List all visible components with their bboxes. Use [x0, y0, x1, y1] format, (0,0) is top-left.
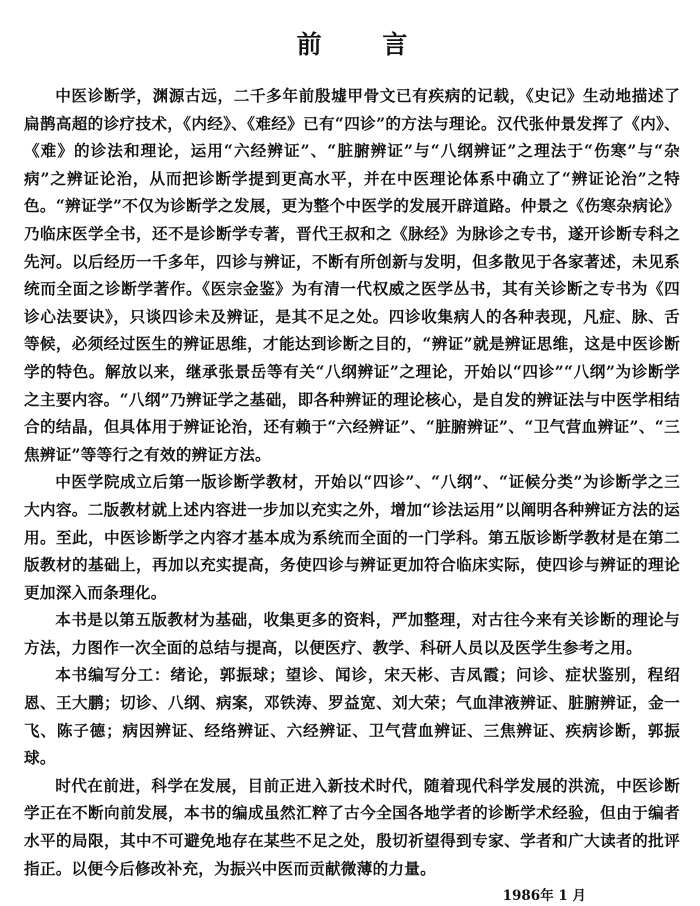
paragraph-closing: 时代在前进，科学在发展，目前正进入新技术时代，随着现代科学发展的洪流，中医诊断学正在不断向前发展，本书的编成虽然汇粹了古今全国各地学者的诊断学术经验，但由于编者水平的局限，其中不可避免地存在某些不足之处，殷切祈望得到专家、学者和广大读者的批评指正。以便今后修改补充，为振兴中医而贡献微薄的力量。 — [24, 775, 680, 878]
paragraph-textbook-editions: 中医学院成立后第一版诊断学教材，开始以“四诊”、“八纲”、“证候分类”为诊断学之三大内容。二版教材就上述内容进一步加以充实之外，增加“诊法运用”以阐明各种辨证方法的运用。至此，中医诊断学之内容才基本成为系统而全面的一门学科。第五版诊断学教材是在第二版教材的基础上，再加以充实提高，务使四诊与辨证更加符合临床实际，使四诊与辨证的理论更加深入而条理化。 — [24, 472, 680, 602]
document-date: 1986年 1 月 — [502, 888, 586, 905]
page-title: 前 言 — [296, 30, 434, 59]
paragraph-book-purpose: 本书是以第五版教材为基础，收集更多的资料，严加整理，对古往今来有关诊断的理论与方法，力图作一次全面的总结与提高，以便医疗、教学、科研人员以及医学生参考之用。 — [24, 610, 680, 657]
paragraph-author-division: 本书编写分工：绪论，郭振球；望诊、闻诊，宋天彬、吉凤霞；问诊、症状鉴别，程绍恩、王大鹏；切诊、八纲、病案，邓铁涛、罗益宽、刘大荣；气血津液辨证、脏腑辨证，金一飞、陈子德；病因辨证、经络辨证、六经辨证、卫气营血辨证、三焦辨证、疾病诊断，郭振球。 — [24, 665, 680, 768]
paragraph-history: 中医诊断学，渊源古远，二千多年前殷墟甲骨文已有疾病的记载，《史记》生动地描述了扁鹊高超的诊疗技术，《内经》、《难经》已有“四诊”的方法与理论。汉代张仲景发挥了《内》、《难》的诊法和理论，运用“六经辨证”、“脏腑辨证”与“八纲辨证”之理法于“伤寒”与“杂病”之辨证论治，从而把诊断学提到更高水平，并在中医理论体系中确立了“辨证论治”之特色。“辨证学”不仅为诊断学之发展，更为整个中医学的发展开辟道路。仲景之《伤寒杂病论》乃临床医学全书，还不是诊断学专著，晋代王叔和之《脉经》为脉诊之专书，遂开诊断专科之先河。以后经历一千多年，四诊与辨证，不断有所创新与发明，但多散见于各家著述，未见系统而全面之诊断学著作。《医宗金鉴》为有清一代权威之医学丛书，其有关诊断之专书为《四诊心法要诀》，只谈四诊未及辨证，是其不足之处。四诊收集病人的各种表现，凡症、脉、舌等候，必须经过医生的辨证思维，才能达到诊断之目的，“辨证”就是辨证思维，这是中医诊断学的特色。解放以来，继承张景岳等有关“八纲辨证”之理论，开始以“四诊”“八纲”为诊断学之主要内容。“八纲”乃辨证学之基础，即各种辨证的理论核心，是自发的辨证法与中医学相结合的结晶，但具体用于辨证论治，还有赖于“六经辨证”、“脏腑辨证”、“卫气营血辨证”、“三焦辨证”等等行之有效的辨证方法。 — [24, 86, 680, 464]
